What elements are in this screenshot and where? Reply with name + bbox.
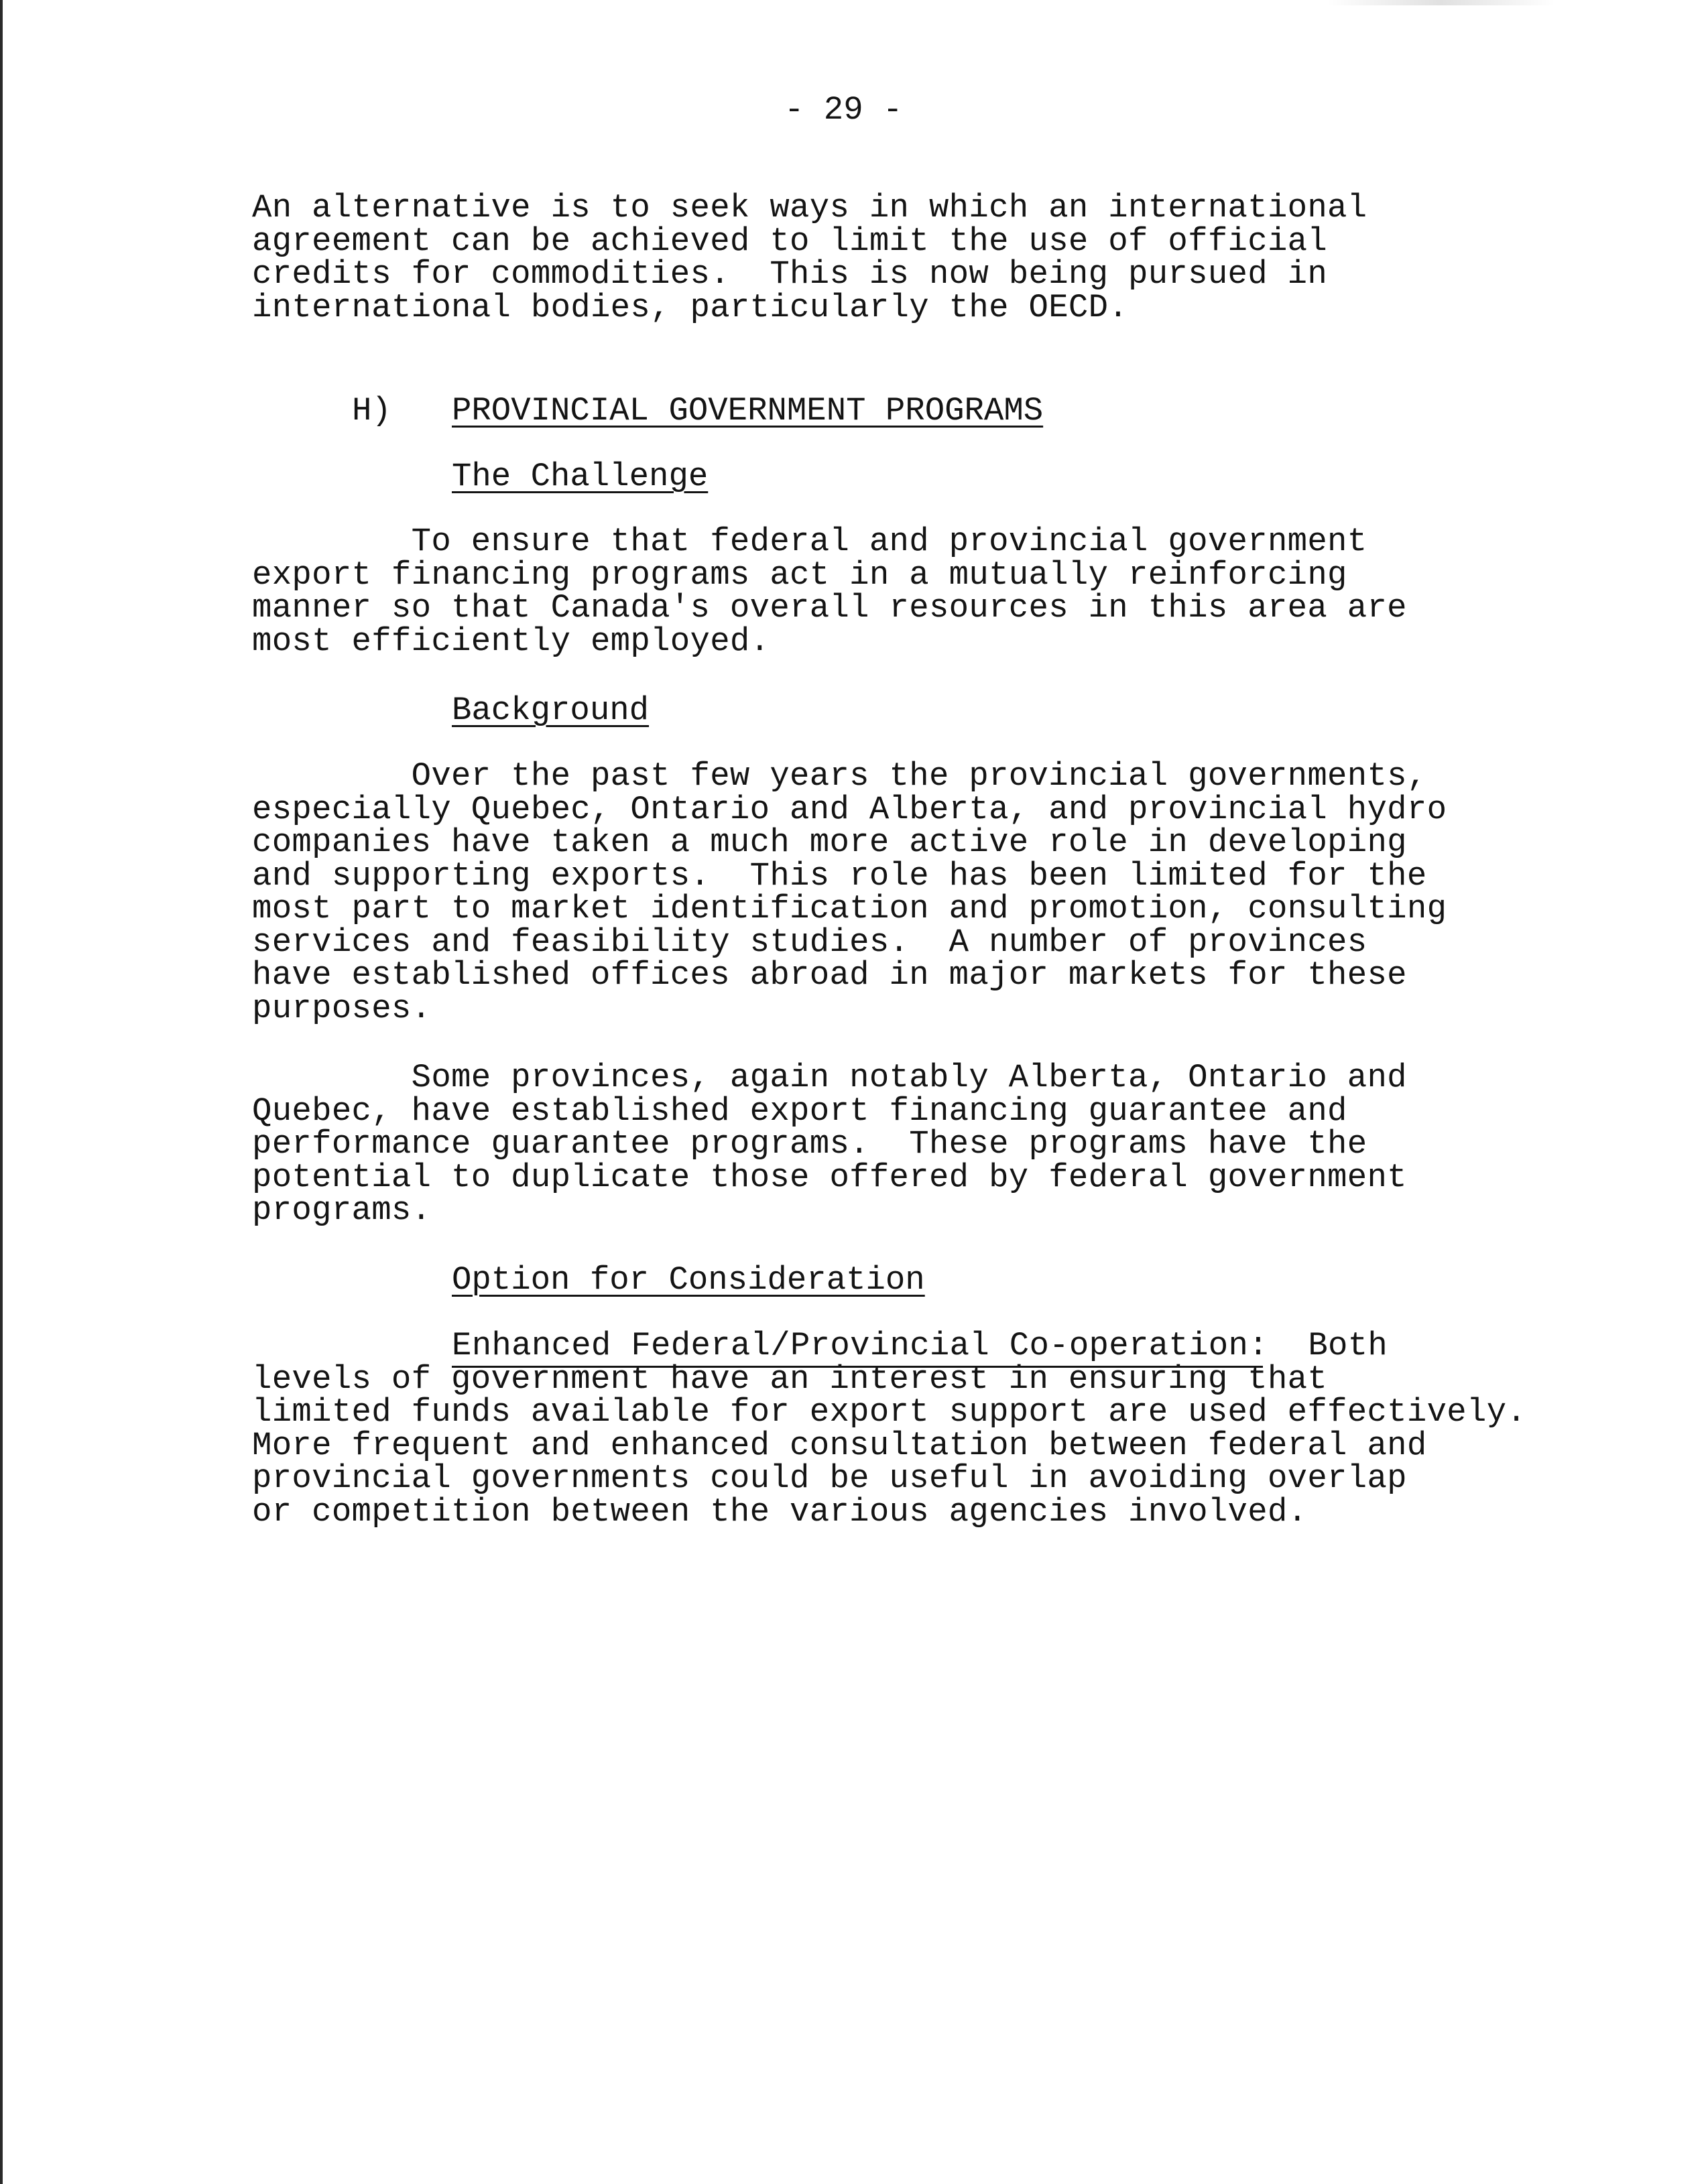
scan-page-edge bbox=[0, 0, 3, 2184]
option-line: limited funds available for export support are used effectively. bbox=[252, 1393, 1527, 1431]
section-title: PROVINCIAL GOVERNMENT PROGRAMS bbox=[452, 392, 1044, 430]
background-heading: Background bbox=[452, 692, 650, 729]
challenge-line: most efficiently employed. bbox=[252, 622, 770, 660]
option-heading: Option for Consideration bbox=[452, 1261, 925, 1299]
option-line: levels of government have an interest in ensuring that bbox=[252, 1360, 1328, 1398]
background-line: companies have taken a much more active role in developing bbox=[252, 824, 1407, 861]
scan-smudge bbox=[1327, 0, 1555, 5]
background-line: purposes. bbox=[252, 989, 432, 1027]
challenge-line: To ensure that federal and provincial government bbox=[252, 523, 1367, 560]
option-lead-term: Enhanced Federal/Provincial Co-operation bbox=[452, 1327, 1249, 1364]
background-line: Over the past few years the provincial governments, bbox=[252, 757, 1427, 795]
background-line: most part to market identification and promotion, consulting bbox=[252, 890, 1447, 927]
background-line: programs. bbox=[252, 1192, 432, 1229]
background-line: services and feasibility studies. A number of provinces bbox=[252, 923, 1367, 961]
background-line: Some provinces, again notably Alberta, Ontario and bbox=[252, 1059, 1407, 1096]
intro-line: credits for commodities. This is now being pursued in bbox=[252, 255, 1328, 293]
intro-line: agreement can be achieved to limit the use of official bbox=[252, 222, 1328, 260]
background-line: performance guarantee programs. These programs have the bbox=[252, 1125, 1367, 1163]
option-lead-rest: : Both bbox=[1248, 1327, 1388, 1364]
background-line: and supporting exports. This role has been limited for the bbox=[252, 856, 1427, 895]
background-line: Quebec, have established export financing guarantee and bbox=[252, 1092, 1347, 1130]
challenge-line: export financing programs act in a mutually reinforcing bbox=[252, 556, 1347, 594]
page-number: - 29 - bbox=[784, 91, 903, 129]
background-line: especially Quebec, Ontario and Alberta, and provincial hydro bbox=[252, 790, 1447, 828]
background-line: potential to duplicate those offered by federal government bbox=[252, 1158, 1407, 1196]
option-line: or competition between the various agencies involved. bbox=[252, 1492, 1308, 1531]
intro-line: international bodies, particularly the OECD. bbox=[252, 288, 1129, 326]
challenge-line: manner so that Canada's overall resources in this area are bbox=[252, 589, 1407, 627]
background-line: have established offices abroad in major markets for these bbox=[252, 956, 1407, 994]
challenge-heading: The Challenge bbox=[452, 458, 709, 495]
option-lead-line bbox=[452, 1327, 1388, 1364]
section-letter: H) bbox=[352, 392, 391, 430]
intro-line: An alternative is to seek ways in which an international bbox=[252, 189, 1367, 227]
option-line: provincial governments could be useful in avoiding overlap bbox=[252, 1460, 1407, 1497]
option-line: More frequent and enhanced consultation between federal and bbox=[252, 1426, 1427, 1464]
